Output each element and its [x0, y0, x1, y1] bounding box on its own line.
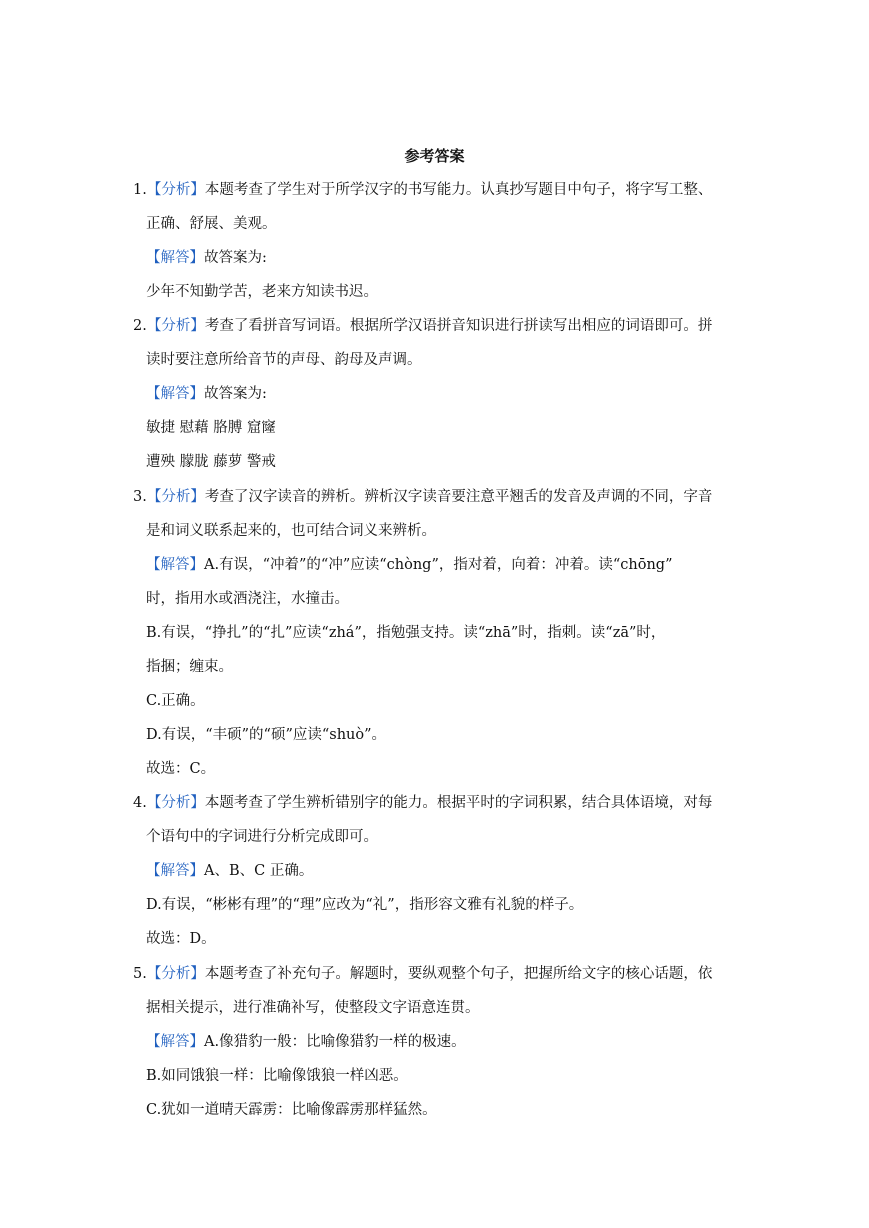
- q1-answer-text-1: 少年不知勤学苦，老来方知读书迟。: [146, 284, 378, 300]
- q5-answer-tag: 【解答】: [146, 1034, 204, 1050]
- q1-analysis-text-2: 正确、舒展、美观。: [146, 216, 277, 232]
- q3-answer-line-a1: [146, 555, 673, 575]
- q2-analysis-text-2: 读时要注意所给音节的声母、韵母及声调。: [146, 352, 422, 368]
- q1-answer-intro: 故答案为:: [204, 250, 267, 266]
- q4-number: 4.: [133, 795, 147, 811]
- q5-analysis-tag: 【分析】: [146, 966, 205, 982]
- q4-answer-d: D.有误，“彬彬有理”的“理”应改为“礼”，指形容文雅有礼貌的样子。: [146, 897, 584, 913]
- q3-answer-tag: 【解答】: [146, 557, 204, 573]
- q4-analysis-line-1: [133, 793, 712, 813]
- q3-answer-b1: B.有误，“挣扎”的“扎”应读“zhá”，指勉强支持。读“zhā”时，指刺。读“zā”时，: [146, 625, 666, 641]
- q5-answer-c: C.犹如一道晴天霹雳：比喻像霹雳那样猛然。: [146, 1102, 437, 1118]
- q1-answer-tag: 【解答】: [146, 250, 204, 266]
- q3-answer-c: C.正确。: [146, 693, 205, 709]
- q3-analysis-text-2: 是和词义联系起来的，也可结合词义来辨析。: [146, 523, 436, 539]
- q3-answer-b2: 指捆；缠束。: [146, 659, 233, 675]
- q3-answer-a1: A.有误，“冲着”的“冲”应读“chòng”，指对着，向着：冲着。读“chōng”: [204, 557, 673, 573]
- q4-analysis-tag: 【分析】: [146, 795, 205, 811]
- q4-analysis-text-2: 个语句中的字词进行分析完成即可。: [146, 829, 378, 845]
- q2-analysis-tag: 【分析】: [146, 318, 205, 334]
- q2-answer-line: [146, 384, 267, 404]
- q3-number: 3.: [133, 489, 147, 505]
- q5-number: 5.: [133, 966, 147, 982]
- q2-answer-text-1: 敏捷 慰藉 胳膊 窟窿: [146, 420, 276, 436]
- q1-answer-line: [146, 248, 267, 268]
- q5-answer-line-a: [146, 1032, 466, 1052]
- q4-answer-line: [146, 861, 313, 881]
- q2-answer-tag: 【解答】: [146, 386, 204, 402]
- q5-answer-a: A.像猎豹一般：比喻像猎豹一样的极速。: [204, 1034, 466, 1050]
- q1-analysis-tag: 【分析】: [146, 182, 205, 198]
- q3-analysis-tag: 【分析】: [146, 489, 205, 505]
- q5-answer-b: B.如同饿狼一样：比喻像饿狼一样凶恶。: [146, 1068, 408, 1084]
- q5-analysis-text-1: 本题考查了补充句子。解题时，要纵观整个句子，把握所给文字的核心话题，依: [204, 966, 713, 982]
- q4-answer-final: 故选：D。: [146, 931, 216, 947]
- q3-answer-d: D.有误，“丰硕”的“硕”应读“shuò”。: [146, 727, 387, 743]
- q5-analysis-text-2: 据相关提示，进行准确补写，使整段文字语意连贯。: [146, 1000, 480, 1016]
- q1-analysis-line-1: [133, 180, 712, 200]
- q4-analysis-text-1: 本题考查了学生辨析错别字的能力。根据平时的字词积累，结合具体语境，对每: [204, 795, 713, 811]
- q1-number: 1.: [133, 182, 147, 198]
- q3-analysis-line-1: [133, 487, 712, 507]
- q1-analysis-text-1: 本题考查了学生对于所学汉字的书写能力。认真抄写题目中句子，将字写工整、: [204, 182, 713, 198]
- q5-analysis-line-1: [133, 964, 712, 984]
- q3-analysis-text-1: 考查了汉字读音的辨析。辨析汉字读音要注意平翘舌的发音及声调的不同，字音: [204, 489, 713, 505]
- q2-answer-intro: 故答案为:: [204, 386, 267, 402]
- q4-answer-tag: 【解答】: [146, 863, 204, 879]
- q3-answer-a2: 时，指用水或酒浇注，水撞击。: [146, 591, 349, 607]
- q2-answer-text-2: 遭殃 朦胧 藤萝 警戒: [146, 454, 276, 470]
- q2-number: 2.: [133, 318, 147, 334]
- page-title: 参考答案: [404, 147, 465, 165]
- q4-answer-abc: A、B、C 正确。: [204, 863, 314, 879]
- q3-answer-final: 故选：C。: [146, 761, 216, 777]
- q2-analysis-text-1: 考查了看拼音写词语。根据所学汉语拼音知识进行拼读写出相应的词语即可。拼: [204, 318, 713, 334]
- q2-analysis-line-1: [133, 316, 712, 336]
